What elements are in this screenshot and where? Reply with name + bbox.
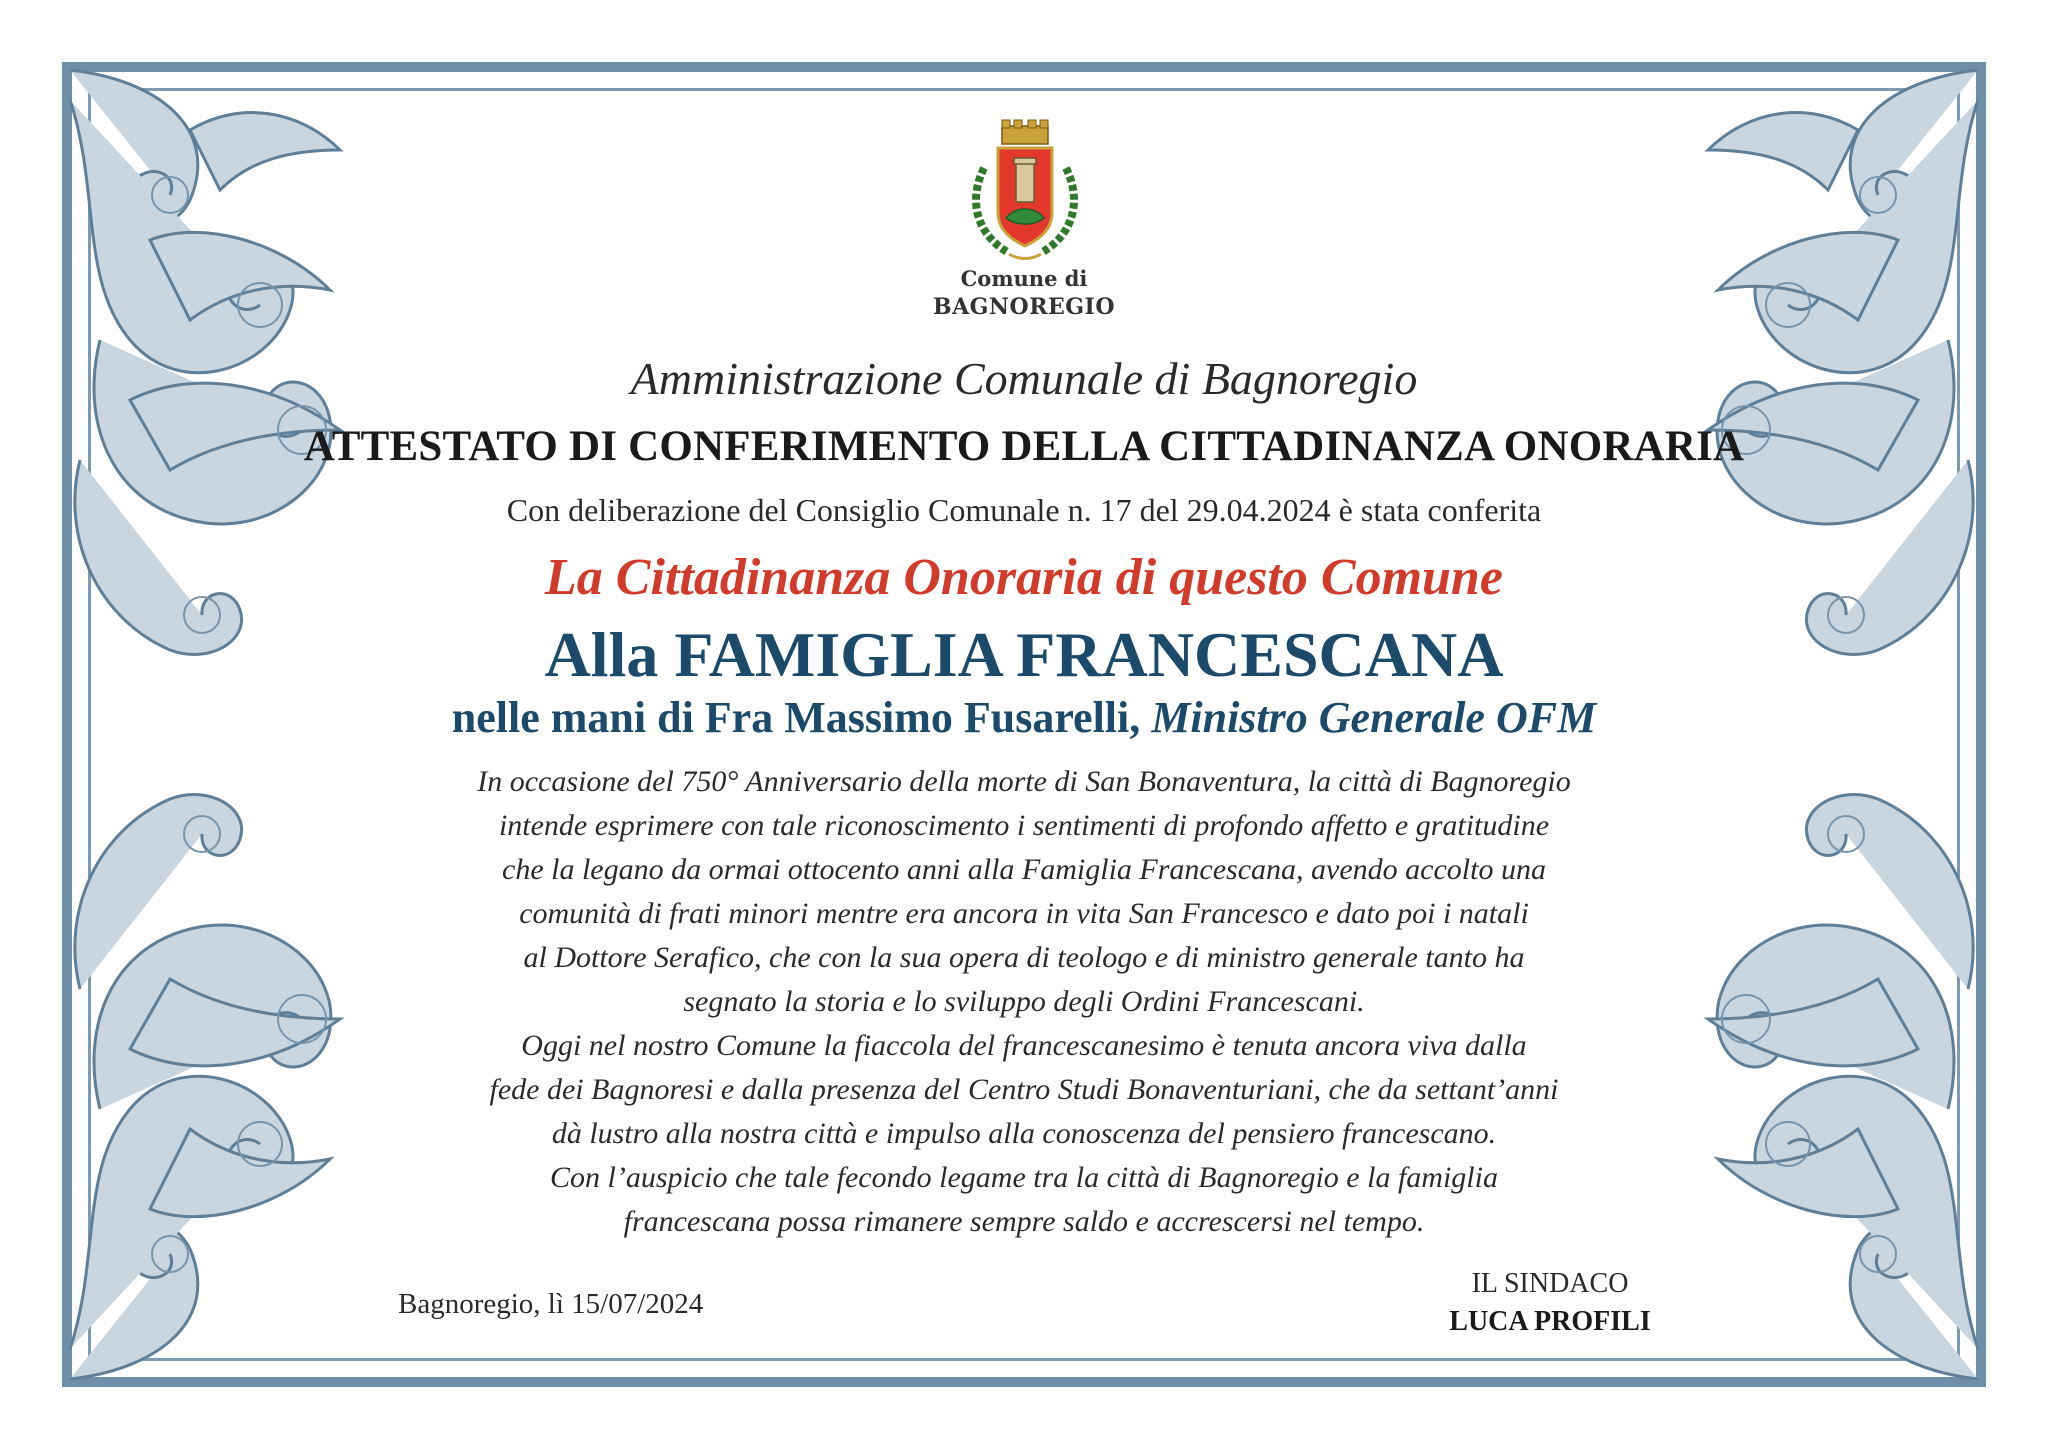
comune-label: Comune di bbox=[960, 266, 1088, 291]
recipient-representative bbox=[0, 692, 2048, 743]
body-line: dà lustro alla nostra città e impulso alla conoscenza del pensiero francescano. bbox=[551, 1117, 1497, 1150]
place-and-date: Bagnoregio, lì 15/07/2024 bbox=[398, 1288, 704, 1320]
body-line: fede dei Bagnoresi e dalla presenza del Centro Studi Bonaventuriani, che da settant’anni bbox=[489, 1073, 1559, 1106]
comune-name: BAGNOREGIO bbox=[932, 294, 1116, 320]
administration-heading: Amministrazione Comunale di Bagnoregio bbox=[630, 353, 1418, 404]
certificate-title: ATTESTATO DI CONFERIMENTO DELLA CITTADINANZA ONORARIA bbox=[303, 423, 1745, 470]
body-line: In occasione del 750° Anniversario della morte di San Bonaventura, la città di Bagnoregio bbox=[477, 765, 1571, 798]
certificate-body bbox=[0, 760, 2048, 1244]
hands-of-text: nelle mani di Fra Massimo Fusarelli, bbox=[451, 693, 1141, 742]
body-line: al Dottore Serafico, che con la sua opera di teologo e di ministro generale tanto ha bbox=[523, 941, 1525, 974]
body-line: Oggi nel nostro Comune la fiaccola del francescanesimo è tenuta ancora viva dalla bbox=[521, 1029, 1527, 1062]
body-line: Con l’auspicio che tale fecondo legame tra la città di Bagnoregio e la famiglia bbox=[550, 1161, 1498, 1194]
bagnoregio-coat-of-arms-icon bbox=[964, 118, 1086, 268]
recipient-name: Alla FAMIGLIA FRANCESCANA bbox=[544, 619, 1504, 690]
body-line: intende esprimere con tale riconoscimento i sentimenti di profondo affetto e gratitudine bbox=[498, 809, 1550, 842]
representative-role: Ministro Generale OFM bbox=[1151, 693, 1597, 742]
signatory-title: IL SINDACO bbox=[1471, 1268, 1629, 1299]
signatory-name: LUCA PROFILI bbox=[1449, 1306, 1651, 1337]
deliberation-text: Con deliberazione del Consiglio Comunale n. 17 del 29.04.2024 è stata conferita bbox=[506, 492, 1542, 528]
body-line: comunità di frati minori mentre era ancora in vita San Francesco e dato poi i natali bbox=[519, 897, 1529, 930]
body-line: francescana possa rimanere sempre saldo e accrescersi nel tempo. bbox=[623, 1205, 1425, 1238]
body-line: segnato la storia e lo sviluppo degli Ordini Francescani. bbox=[683, 985, 1365, 1018]
body-line: che la legano da ormai ottocento anni alla Famiglia Francescana, avendo accolto una bbox=[502, 853, 1546, 886]
honor-title: La Cittadinanza Onoraria di questo Comune bbox=[545, 549, 1503, 606]
